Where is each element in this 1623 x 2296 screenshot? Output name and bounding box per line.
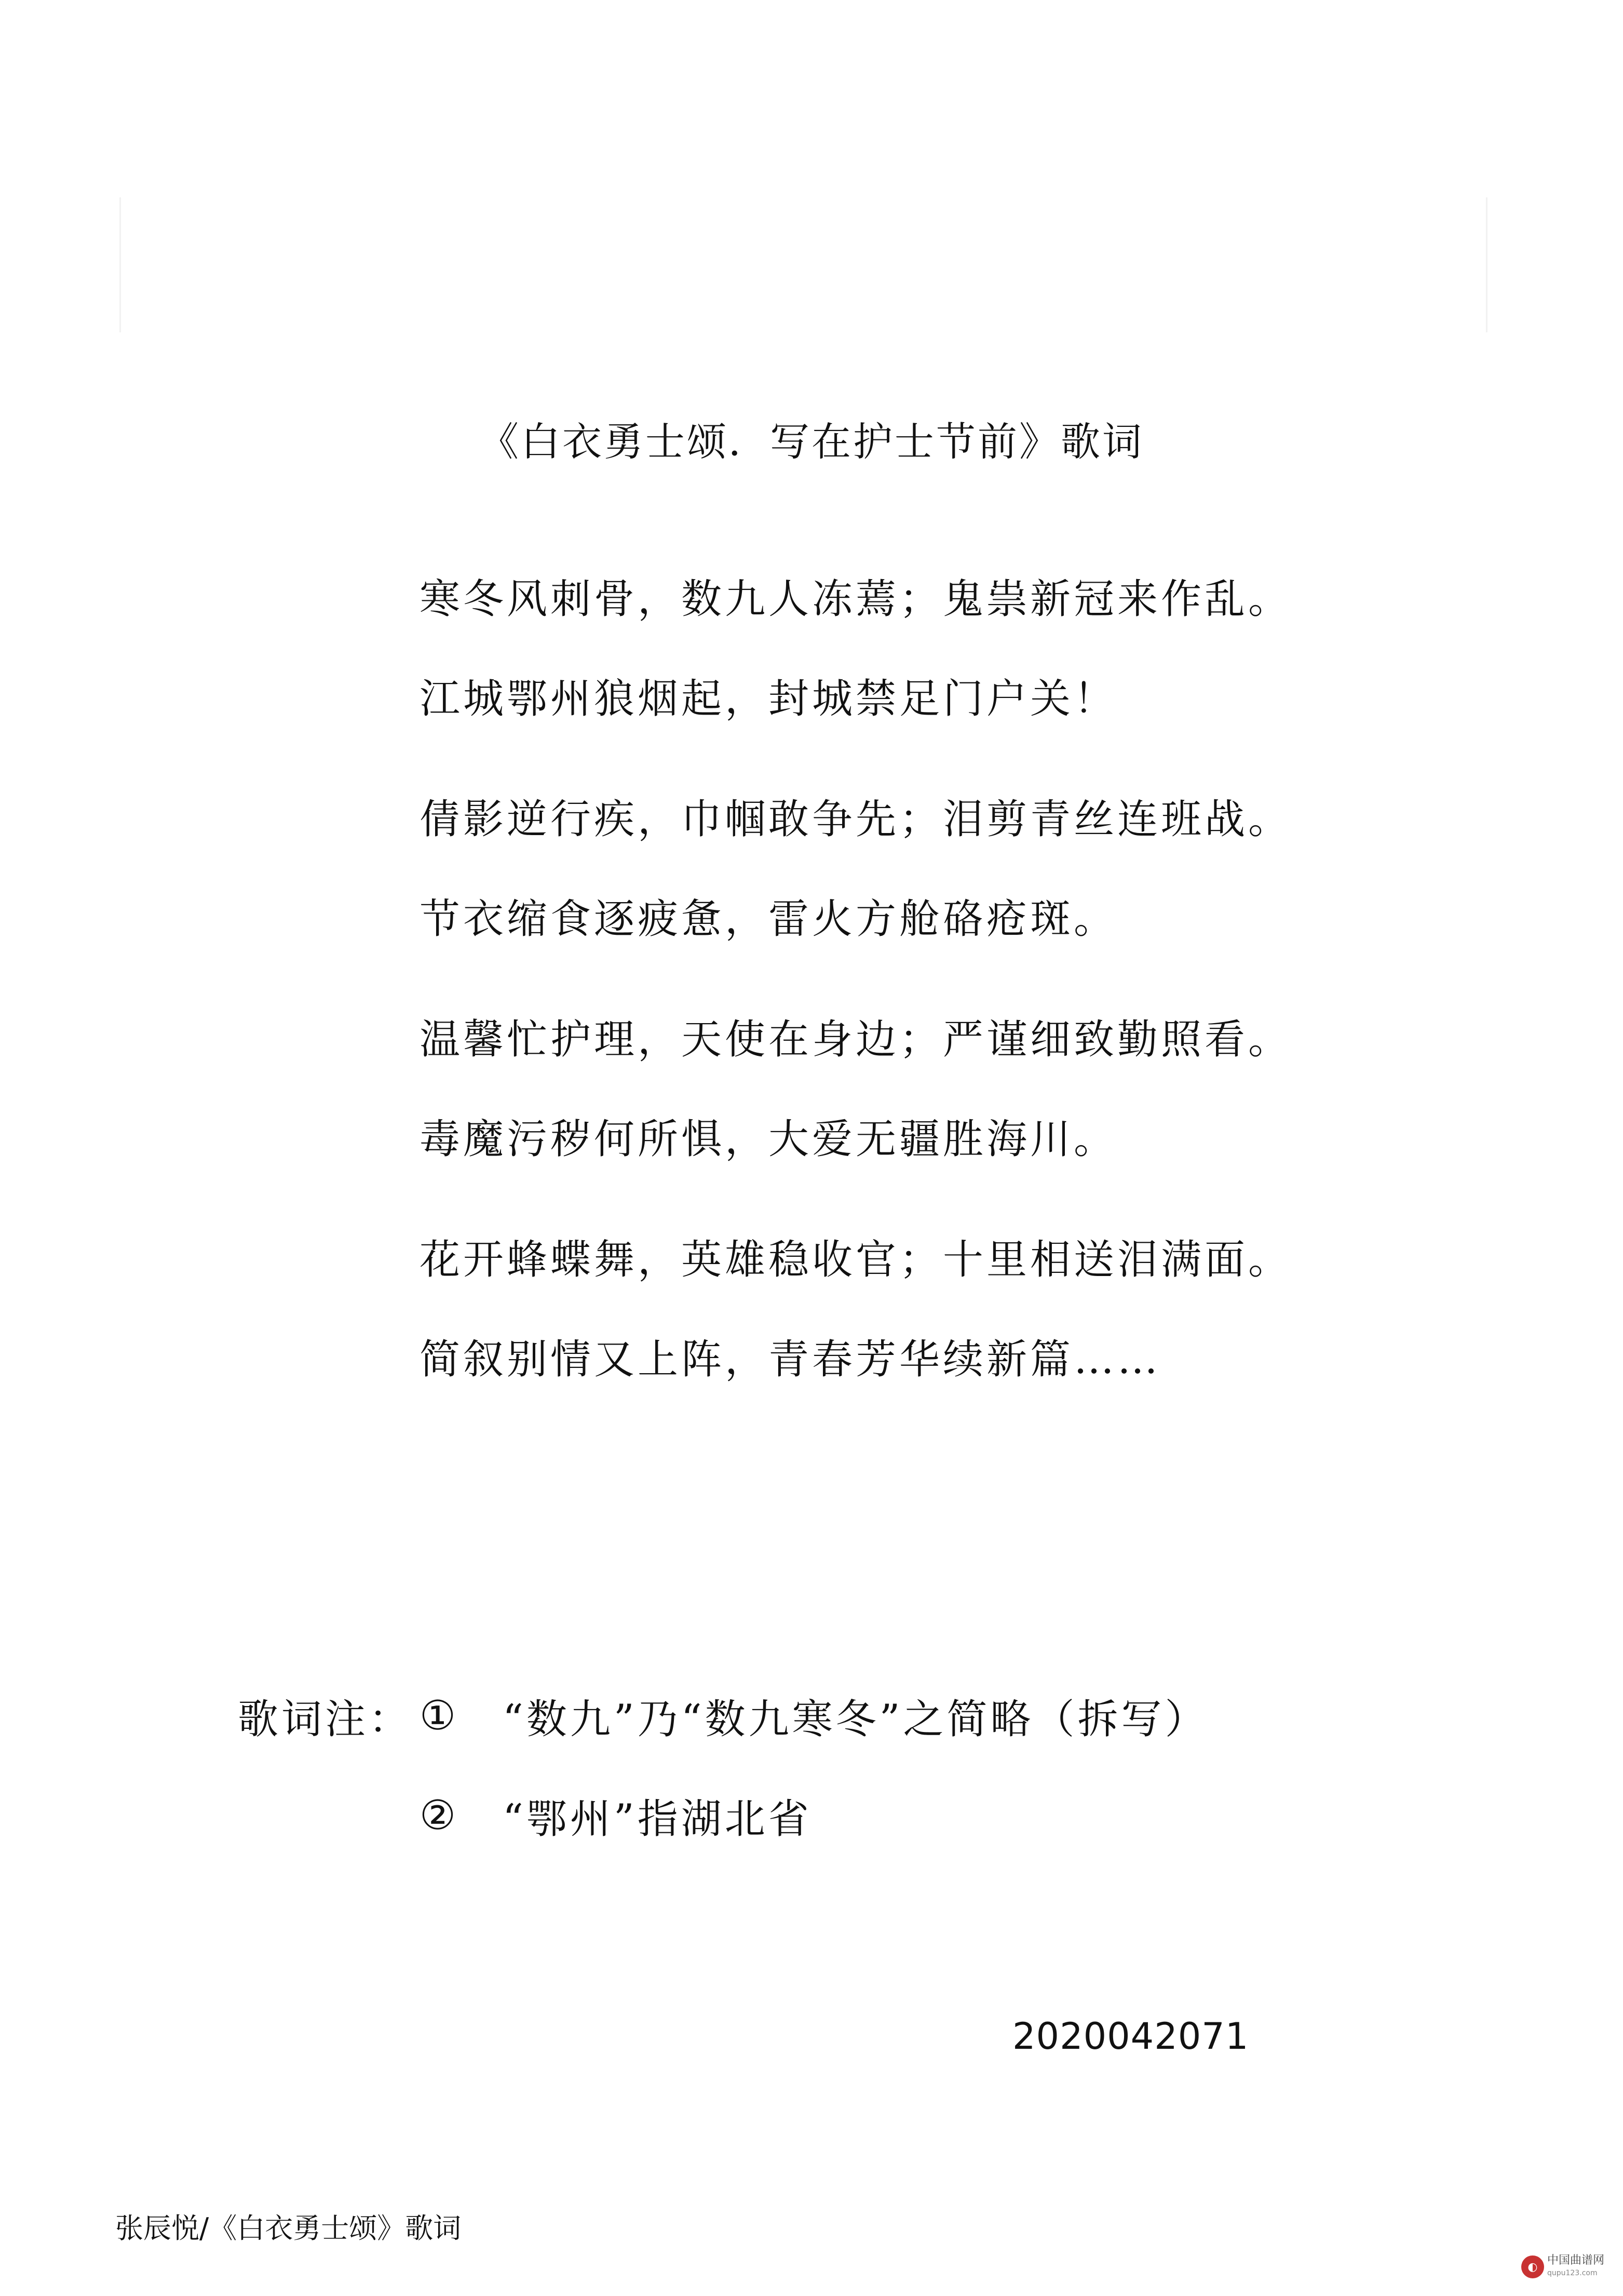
stanza-4 bbox=[420, 1236, 1302, 1384]
stanza-3 bbox=[420, 1016, 1302, 1163]
note-number: ② bbox=[420, 1792, 459, 1839]
note-item-2 bbox=[238, 1792, 1432, 1843]
document-title: 《白衣勇士颂．写在护士节前》歌词 bbox=[479, 419, 1144, 465]
stanza-1 bbox=[420, 575, 1302, 723]
lyric-line: 节衣缩食逐疲惫，雷火方舱硌疮斑。 bbox=[420, 896, 1118, 943]
lyric-line: 温馨忙护理，天使在身边；严谨细致勤照看。 bbox=[420, 1016, 1292, 1063]
lyrics-body bbox=[420, 575, 1302, 1456]
frame-mark-right bbox=[1486, 197, 1487, 332]
lyric-notes bbox=[238, 1692, 1432, 1891]
watermark-text-block bbox=[1547, 2254, 1604, 2279]
lyric-line: 江城鄂州狼烟起，封城禁足门户关！ bbox=[420, 676, 1118, 722]
watermark-text: 中国曲谱网 bbox=[1547, 2254, 1605, 2267]
document-date: 2020042071 bbox=[1012, 2015, 1249, 2058]
site-watermark bbox=[1521, 2249, 1615, 2285]
note-number: ① bbox=[420, 1693, 459, 1739]
lyric-line: 花开蜂蝶舞，英雄稳收官；十里相送泪满面。 bbox=[420, 1237, 1292, 1283]
note-text: “鄂州”指湖北省 bbox=[503, 1796, 812, 1843]
lyric-line: 寒冬风刺骨，数九人冻蔫；鬼祟新冠来作乱。 bbox=[420, 576, 1292, 623]
frame-mark-left bbox=[119, 197, 121, 332]
page-footer: 张辰悦/《白衣勇士颂》歌词 bbox=[115, 2212, 462, 2245]
site-logo-icon: ◐ bbox=[1521, 2255, 1544, 2278]
lyric-line: 毒魔污秽何所惧，大爱无疆胜海川。 bbox=[420, 1116, 1118, 1163]
notes-label: 歌词注： bbox=[238, 1696, 413, 1743]
stanza-2 bbox=[420, 796, 1302, 943]
note-item-1 bbox=[238, 1692, 1432, 1743]
watermark-sub: qupu123.com bbox=[1547, 2269, 1598, 2277]
note-text: “数九”乃“数九寒冬”之简略（拆写） bbox=[503, 1696, 1209, 1743]
lyric-line: 倩影逆行疾，巾帼敢争先；泪剪青丝连班战。 bbox=[420, 796, 1292, 843]
lyric-line: 简叙别情又上阵，青春芳华续新篇…… bbox=[420, 1336, 1161, 1383]
